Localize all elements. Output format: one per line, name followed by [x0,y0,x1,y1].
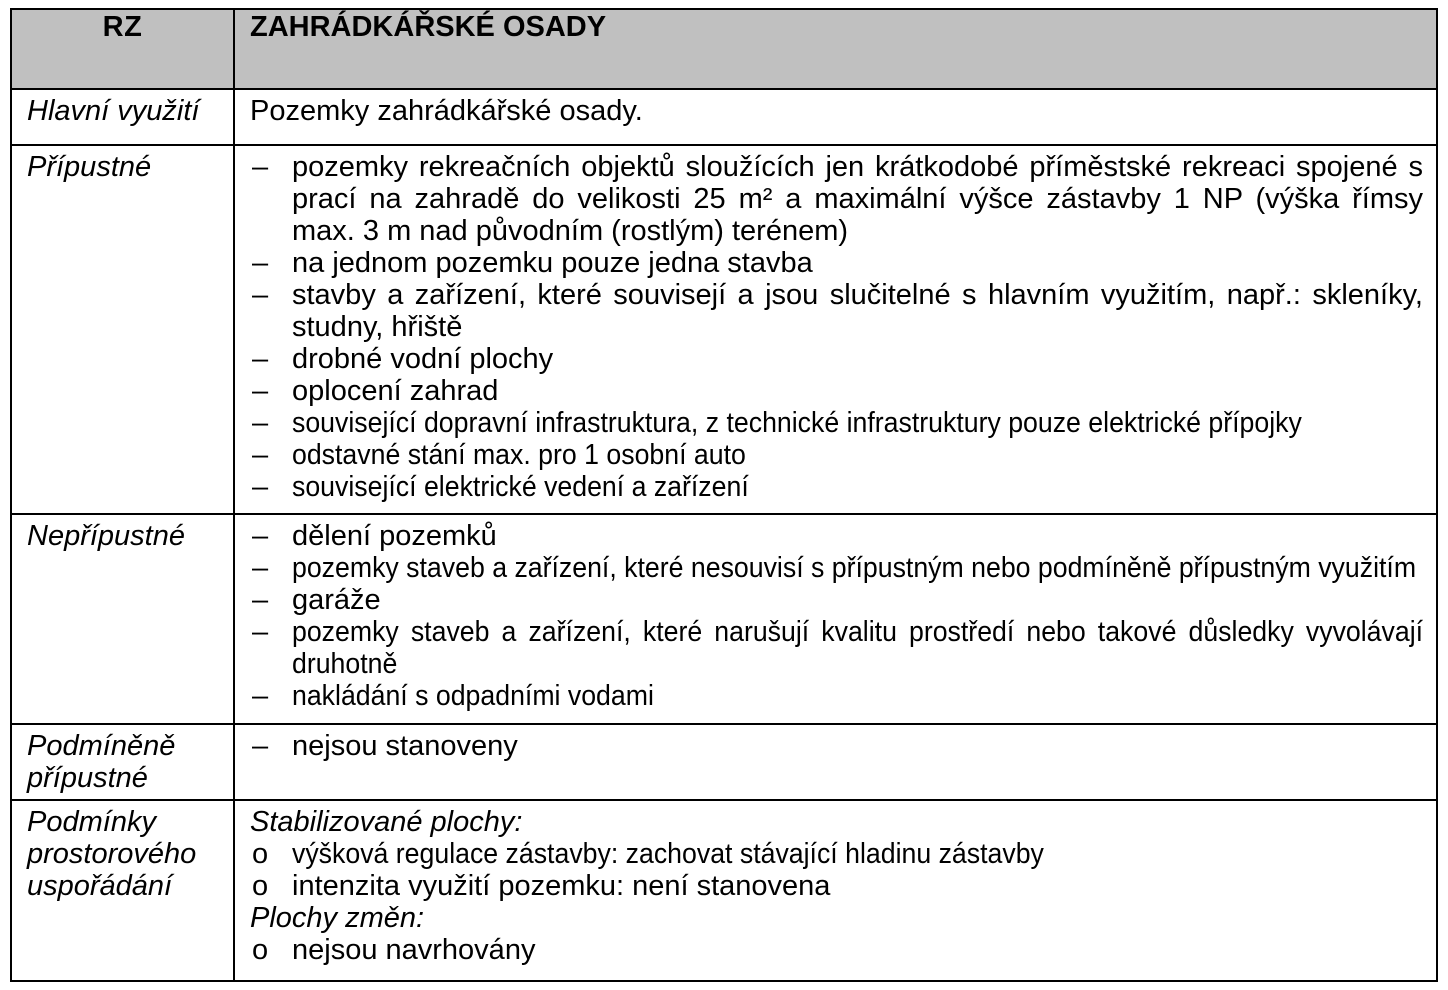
table-row [11,145,1437,514]
item-text: oplocení zahrad [292,375,499,407]
item-text: stavby a zařízení, které souvisejí a jsou slučitelné s hlavním využitím, např.: skleníky, studny, hřiště [292,279,1423,343]
circle-bullet: o [252,870,269,902]
table-row [11,514,1437,724]
row-content [234,800,1437,981]
dash-bullet: – [252,552,269,584]
dash-bullet: – [252,407,269,439]
list-item [235,870,1423,902]
dash-bullet: – [252,343,269,375]
header-row [11,9,1437,89]
item-text: na jednom pozemku pouze jedna stavba [292,247,813,279]
item-text: související dopravní infrastruktura, z technické infrastruktury pouze elektrické přípojky [292,407,1302,439]
dash-bullet: – [252,439,269,471]
item-text: drobné vodní plochy [292,343,554,375]
dash-bullet: – [252,375,269,407]
subsection-heading: Plochy změn: [250,902,425,934]
item-text: garáže [292,584,381,616]
circle-bullet: o [252,934,269,966]
list-item [235,584,1423,616]
item-text: odstavné stání max. pro 1 osobní auto [292,439,746,471]
item-text: nejsou navrhovány [292,934,536,966]
cell-text: Pozemky zahrádkářské osady. [250,95,643,127]
zoning-table [10,8,1438,982]
list-item [235,247,1423,279]
row-label: Podmíněně přípustné [11,724,234,800]
item-text: pozemky staveb a zařízení, které nesouvisí s přípustným nebo podmíněně přípustným využitím [292,552,1417,584]
dash-bullet: – [252,584,269,616]
circle-bullet: o [252,838,269,870]
dash-bullet: – [252,279,269,311]
list-item [235,934,1423,966]
list-item [235,439,1423,471]
table-row [11,89,1437,145]
list-item [235,343,1423,375]
list-item [235,552,1423,584]
table-row [11,724,1437,800]
list-item [235,375,1423,407]
list-item [235,151,1423,247]
row-content [234,145,1437,514]
list-item [235,616,1423,680]
subsection-heading: Stabilizované plochy: [250,806,523,838]
list-item [235,730,1423,762]
list-item [235,471,1423,503]
item-text: intenzita využití pozemku: není stanovena [292,870,831,902]
list-item [235,407,1423,439]
dash-bullet: – [252,471,269,503]
item-text: související elektrické vedení a zařízení [292,471,749,503]
row-content [234,514,1437,724]
item-text: pozemky staveb a zařízení, které narušují kvalitu prostředí nebo takové důsledky vyvolávají druhotně [292,616,1424,680]
zone-code: RZ [11,9,234,89]
list-item [235,279,1423,343]
item-text: nakládání s odpadními vodami [292,680,654,712]
dash-bullet: – [252,247,269,279]
list-item [235,680,1423,712]
row-content [234,89,1437,145]
item-text: nejsou stanoveny [292,730,518,762]
table-row [11,800,1437,981]
item-text: výšková regulace zástavby: zachovat stávající hladinu zástavby [292,838,1044,870]
dash-bullet: – [252,616,269,648]
row-label: Nepřípustné [11,514,234,724]
dash-bullet: – [252,680,269,712]
dash-bullet: – [252,520,269,552]
dash-bullet: – [252,151,269,183]
list-item [235,520,1423,552]
zone-title: ZAHRÁDKÁŘSKÉ OSADY [234,9,1437,89]
item-text: dělení pozemků [292,520,497,552]
dash-bullet: – [252,730,269,762]
list-item [235,838,1423,870]
item-text: pozemky rekreačních objektů sloužících jen krátkodobé příměstské rekreaci spojené s prací na zahradě do velikosti 25 m² a maximální výšce zástavby 1 NP (výška římsy max. 3 m nad původním (rostlým) terénem) [292,151,1423,247]
row-label: Hlavní využití [11,89,234,145]
row-label: Podmínky prostorového uspořádání [11,800,234,981]
table-body [11,89,1437,981]
row-label: Přípustné [11,145,234,514]
row-content [234,724,1437,800]
